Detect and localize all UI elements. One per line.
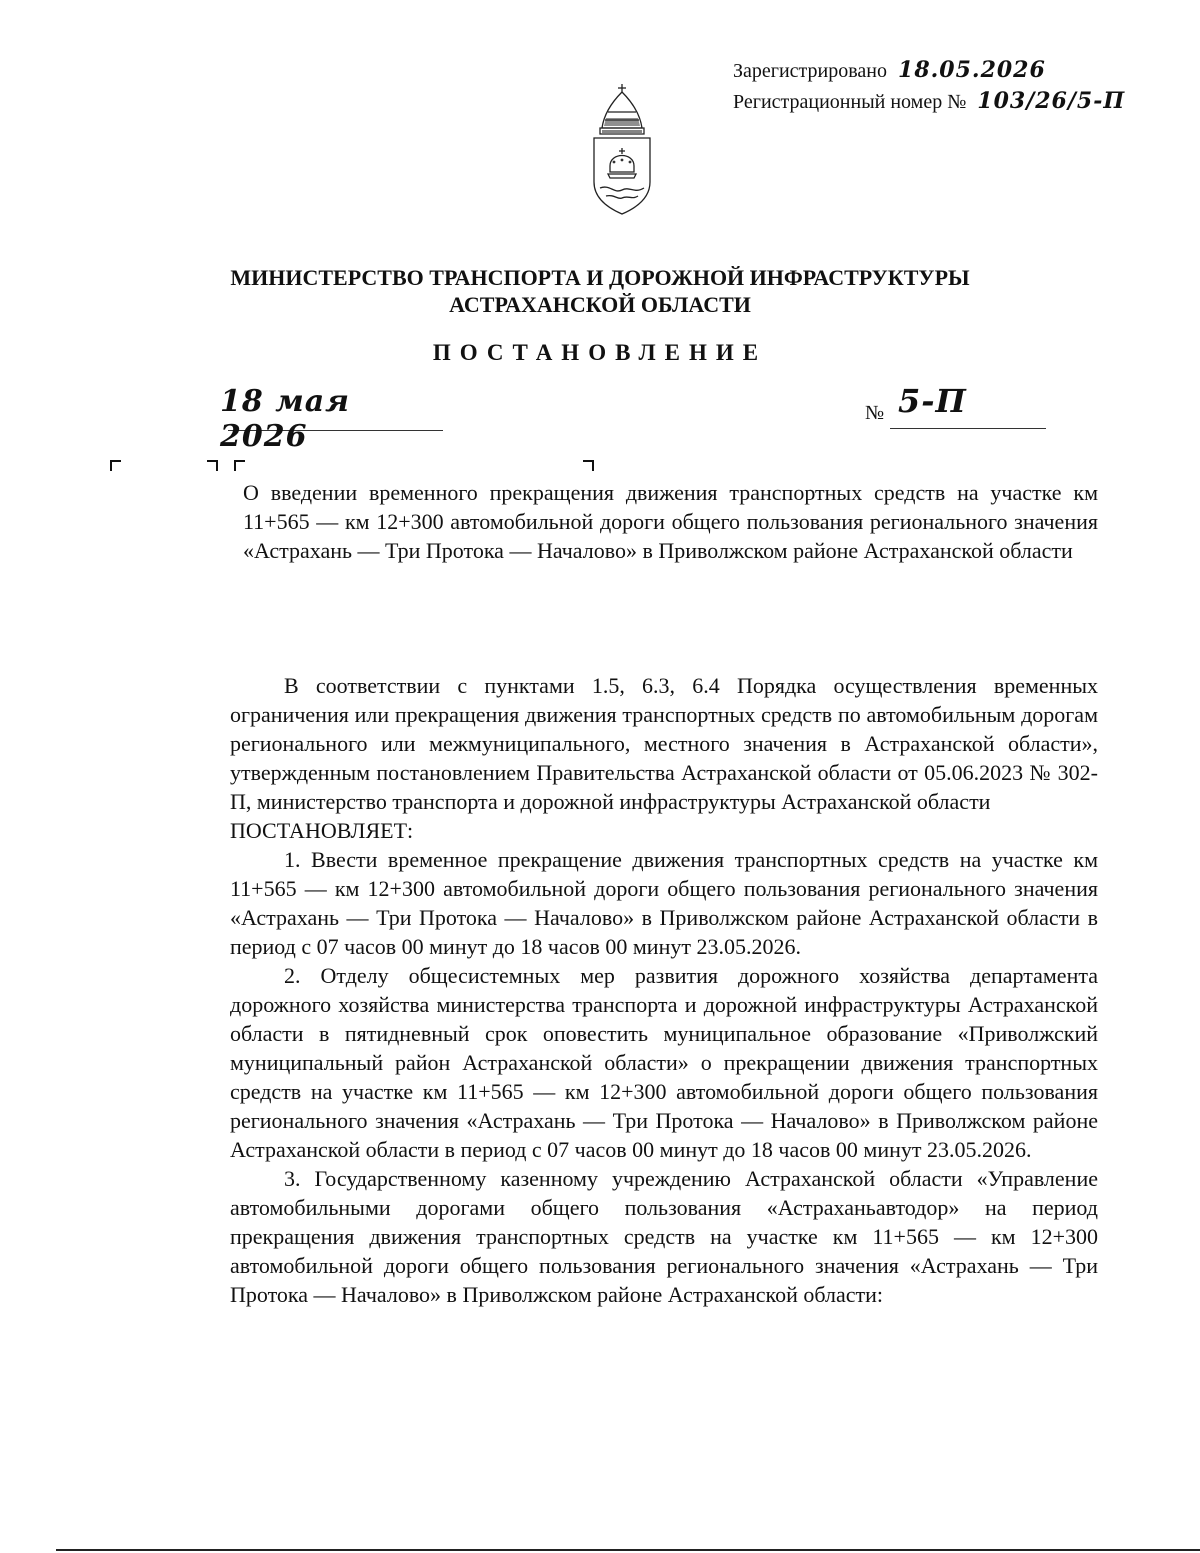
ministry-line1: МИНИСТЕРСТВО ТРАНСПОРТА И ДОРОЖНОЙ ИНФРАСТРУКТУРЫ [230, 265, 970, 290]
document-body [230, 671, 1098, 1309]
registration-stamp [733, 55, 1125, 117]
handwritten-date: 18 мая 2026 [220, 384, 351, 454]
number-field [890, 382, 1046, 429]
corner-mark-icon [207, 460, 218, 471]
registered-date: 18.05.2026 [898, 57, 1046, 83]
item-2: 2. Отделу общесистемных мер развития дорожного хозяйства департамента дорожного хозяйства министерства транспорта и дорожной инфраструктуры Астраханской области в пятидневный срок оповестить муниципальное образование «Приволжский муниципальный район Астраханской области» о прекращении движения транспортных средств на участке км 11+565 — км 12+300 автомобильной дороги общего пользования регионального значения «Астрахань — Три Протока — Началово» в Приволжском районе Астраханской области в период с 07 часов 00 минут до 18 часов 00 минут 23.05.2026. [230, 963, 1098, 1162]
item-3: 3. Государственному казенному учреждению Астраханской области «Управление автомобильными дорогами общего пользования «Астраханьавтодор» на период прекращения движения транспортных средств на участке км 11+565 — км 12+300 автомобильной дороги общего пользования регионального значения «Астрахань — Три Протока — Началово» в Приволжском районе Астраханской области: [230, 1166, 1098, 1307]
ministry-line2: АСТРАХАНСКОЙ ОБЛАСТИ [449, 292, 751, 317]
date-field [220, 384, 443, 454]
item-1: 1. Ввести временное прекращение движения транспортных средств на участке км 11+565 — км 12+300 автомобильной дороги общего пользования регионального значения «Астрахань — Три Протока — Началово» в Приволжском районе Астраханской области в период с 07 часов 00 минут до 18 часов 00 минут 23.05.2026. [230, 847, 1098, 959]
ministry-name [150, 264, 1050, 318]
bottom-divider [56, 1549, 1200, 1551]
corner-mark-icon [234, 460, 245, 471]
number-label: № [865, 402, 885, 424]
astrakhan-coat-of-arms-icon [584, 82, 660, 222]
document-type: ПОСТАНОВЛЕНИЕ [432, 340, 768, 365]
corner-mark-icon [583, 460, 594, 471]
document-subject: О введении временного прекращения движения транспортных средств на участке км 11+565 — км 12+300 автомобильной дороги общего пользования регионального значения «Астрахань — Три Протока — Началово» в Приволжском районе Астраханской области [243, 480, 1098, 563]
registration-number-line [733, 86, 1125, 117]
registration-number-value: 103/26/5-П [977, 88, 1126, 114]
corner-mark-icon [110, 460, 121, 471]
registered-label: Зарегистрировано [733, 60, 888, 82]
preamble: В соответствии с пунктами 1.5, 6.3, 6.4 Порядка осуществления временных ограничения или прекращения движения транспортных средств по автомобильным дорогам регионального или межмуниципального, местного значения в Астраханской области», утвержденным постановлением Правительства Астраханской области от 05.06.2023 № 302-П, министерство транспорта и дорожной инфраструктуры Астраханской области [230, 673, 1098, 814]
handwritten-number: 5-П [898, 382, 967, 420]
registration-number-label: Регистрационный номер № [733, 91, 967, 113]
registered-line [733, 55, 1125, 86]
decree-word: ПОСТАНОВЛЯЕТ: [230, 818, 414, 843]
